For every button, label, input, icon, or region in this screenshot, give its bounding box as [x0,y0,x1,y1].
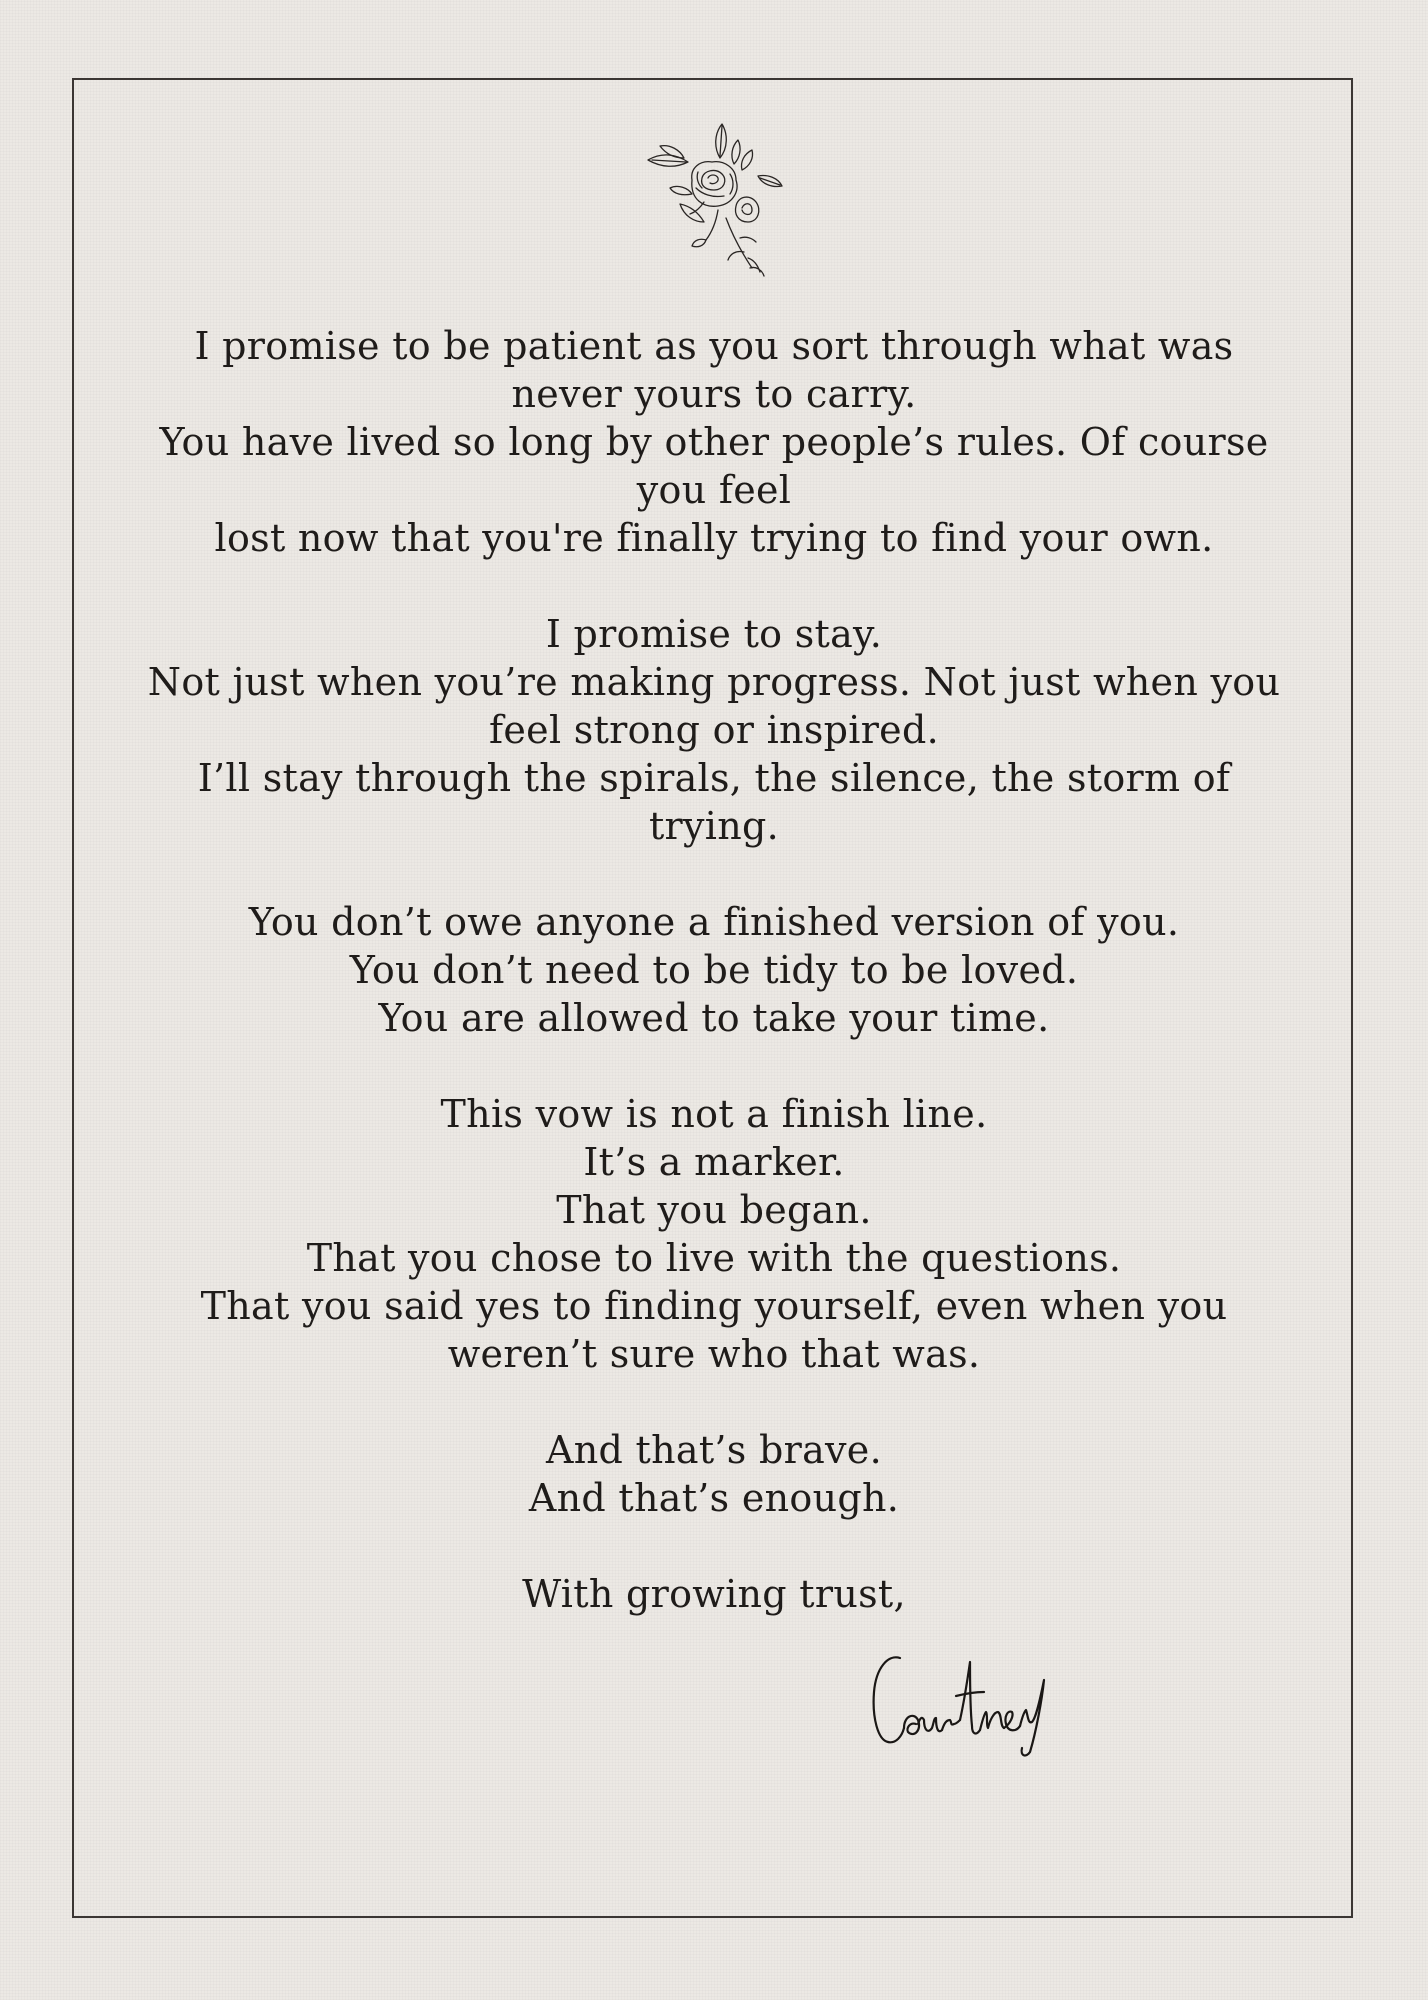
stanza-1 [120,322,1308,562]
floral-ornament-icon [640,118,790,278]
letter-line: You are allowed to take your time. [378,996,1050,1040]
letter-line: feel strong or inspired. [489,708,939,752]
letter-line: That you chose to live with the questions. [306,1236,1122,1280]
letter-line: weren’t sure who that was. [447,1332,981,1376]
letter-line: trying. [648,804,780,848]
letter-line: never yours to carry. [511,372,917,416]
letter-line: Not just when you’re making progress. Not just when you [147,660,1281,704]
letter-line: It’s a marker. [583,1140,845,1184]
letter-line: you feel [636,468,792,512]
stanza-5 [120,1426,1308,1522]
letter-line: You don’t need to be tidy to be loved. [349,948,1079,992]
letter-line: That you began. [556,1188,872,1232]
letter-line: I’ll stay through the spirals, the silence, the storm of [197,756,1231,800]
letter-line: And that’s enough. [528,1476,900,1520]
closing-line: With growing trust, [522,1572,906,1616]
stanza-4 [120,1090,1308,1378]
letter-line: That you said yes to finding yourself, even when you [200,1284,1228,1328]
letter-line: You have lived so long by other people’s rules. Of course [159,420,1269,464]
letter-line: lost now that you're finally trying to find your own. [214,516,1214,560]
letter-line: You don’t owe anyone a finished version of you. [248,900,1180,944]
letter-line: And that’s brave. [546,1428,882,1472]
letter-line: This vow is not a finish line. [440,1092,988,1136]
letter-line: I promise to stay. [545,612,883,656]
stanza-3 [120,898,1308,1042]
signature-image [860,1640,1100,1760]
letter-body [120,322,1308,1618]
letter-line: I promise to be patient as you sort through what was [194,324,1234,368]
stanza-2 [120,610,1308,850]
